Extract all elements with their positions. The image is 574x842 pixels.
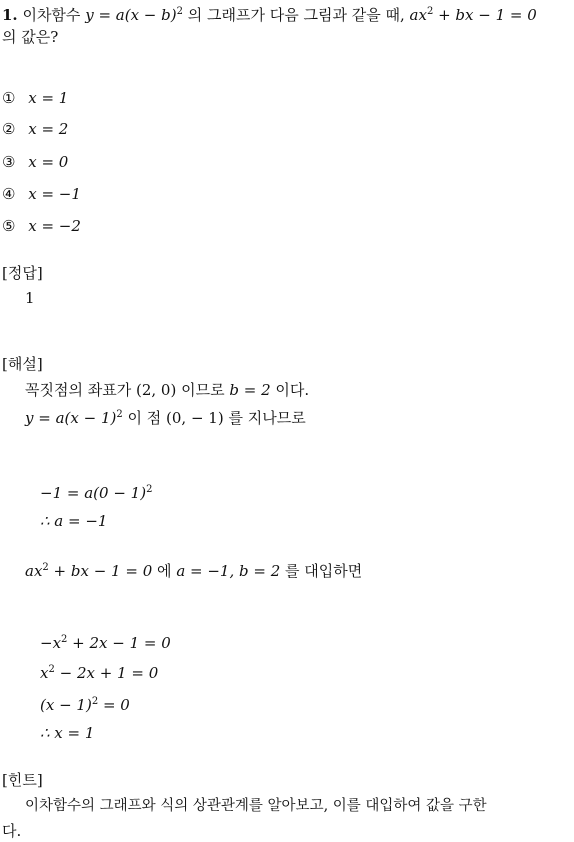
solution-calc-3 <box>40 630 171 653</box>
solution-calc-1-exponent: 2 <box>146 484 153 495</box>
answer-value: 1 <box>25 289 35 307</box>
solution-calc-5-exponent: 2 <box>91 696 99 707</box>
choice-4-mark: ④ <box>2 185 16 203</box>
solution-line-3-values: a = −1, b = 2 <box>176 562 281 580</box>
choice-3-value: x = 0 <box>28 153 69 171</box>
solution-line-3 <box>25 558 362 581</box>
solution-calc-4-b: − 2x + 1 = 0 <box>54 664 159 682</box>
question-equation <box>85 6 183 24</box>
question-text-a: 이차함수 <box>22 6 81 24</box>
solution-calc-3-b: + 2x − 1 = 0 <box>67 634 171 652</box>
solution-line-2-text-c: 를 지나므로 <box>228 409 306 427</box>
choice-2[interactable] <box>2 119 68 139</box>
choice-2-value: x = 2 <box>28 120 69 138</box>
choice-2-mark: ② <box>2 120 16 138</box>
solution-line-1-equation: b = 2 <box>229 381 271 399</box>
question-equation-exponent: 2 <box>176 6 183 17</box>
choice-3[interactable] <box>2 152 68 172</box>
solution-calc-4 <box>40 660 158 683</box>
choice-4-value: x = −1 <box>28 185 81 203</box>
answer-label: [정답] <box>2 264 43 282</box>
question-stem <box>2 2 537 25</box>
question-number: 1. <box>2 6 18 24</box>
question-eq2-a: ax <box>409 6 427 24</box>
solution-calc-5-a: (x − 1) <box>40 696 92 714</box>
solution-calc-5-b: = 0 <box>98 696 130 714</box>
solution-line-3-eq-b: + bx − 1 = 0 <box>48 562 153 580</box>
question-eq2-exponent: 2 <box>426 6 434 17</box>
question-text-b: 의 그래프가 다음 그림과 같을 때, <box>187 6 405 24</box>
solution-line-2-point: (0, − 1) <box>166 409 224 427</box>
solution-calc-5 <box>40 692 130 715</box>
hint-line-2: 다. <box>2 822 22 840</box>
solution-calc-1-base: −1 = a(0 − 1) <box>40 484 147 502</box>
solution-line-1-text-a: 꼭짓점의 좌표가 <box>25 381 132 399</box>
solution-line-2-text-b: 이 점 <box>127 409 162 427</box>
solution-line-2-eq-exponent: 2 <box>116 409 123 420</box>
solution-calc-3-exponent: 2 <box>61 634 68 645</box>
solution-calc-4-a: x <box>40 664 49 682</box>
question-eq2-b: + bx − 1 = 0 <box>433 6 537 24</box>
question-stem-line2: 의 값은? <box>2 28 59 46</box>
choice-3-mark: ③ <box>2 153 16 171</box>
solution-calc-1 <box>40 480 152 503</box>
hint-line-1: 이차함수의 그래프와 식의 상관관계를 알아보고, 이를 대입하여 값을 구한 <box>25 798 487 814</box>
solution-line-2 <box>25 405 306 428</box>
choice-1-mark: ① <box>2 89 16 107</box>
solution-line-1-text-b: 이므로 <box>181 381 225 399</box>
choice-5-mark: ⑤ <box>2 217 16 235</box>
question-equation-2 <box>410 6 537 24</box>
solution-line-2-eq-base: y = a(x − 1) <box>25 409 117 427</box>
choice-1-value: x = 1 <box>28 89 69 107</box>
solution-line-2-equation <box>25 409 123 427</box>
hint-label: [힌트] <box>2 771 43 789</box>
question-equation-base: y = a(x − b) <box>85 6 177 24</box>
solution-line-3-text-c: 를 대입하면 <box>285 562 363 580</box>
solution-line-3-eq-exponent: 2 <box>42 562 49 573</box>
solution-label: [해설] <box>2 355 43 373</box>
choice-5[interactable] <box>2 216 81 236</box>
solution-line-1-point: (2, 0) <box>135 381 177 399</box>
solution-line-3-eq-a: ax <box>25 562 43 580</box>
solution-line-3-equation <box>25 562 152 580</box>
solution-calc-3-a: −x <box>40 634 62 652</box>
solution-line-1-text-c: 이다. <box>275 381 310 399</box>
choice-1[interactable] <box>2 88 68 108</box>
solution-calc-6: ∴ x = 1 <box>40 724 95 742</box>
solution-calc-4-exponent: 2 <box>48 664 55 675</box>
solution-calc-2: ∴ a = −1 <box>40 512 108 530</box>
solution-line-3-text-b: 에 <box>157 562 172 580</box>
choice-4[interactable] <box>2 184 81 204</box>
choice-5-value: x = −2 <box>28 217 81 235</box>
solution-line-1 <box>25 380 309 400</box>
